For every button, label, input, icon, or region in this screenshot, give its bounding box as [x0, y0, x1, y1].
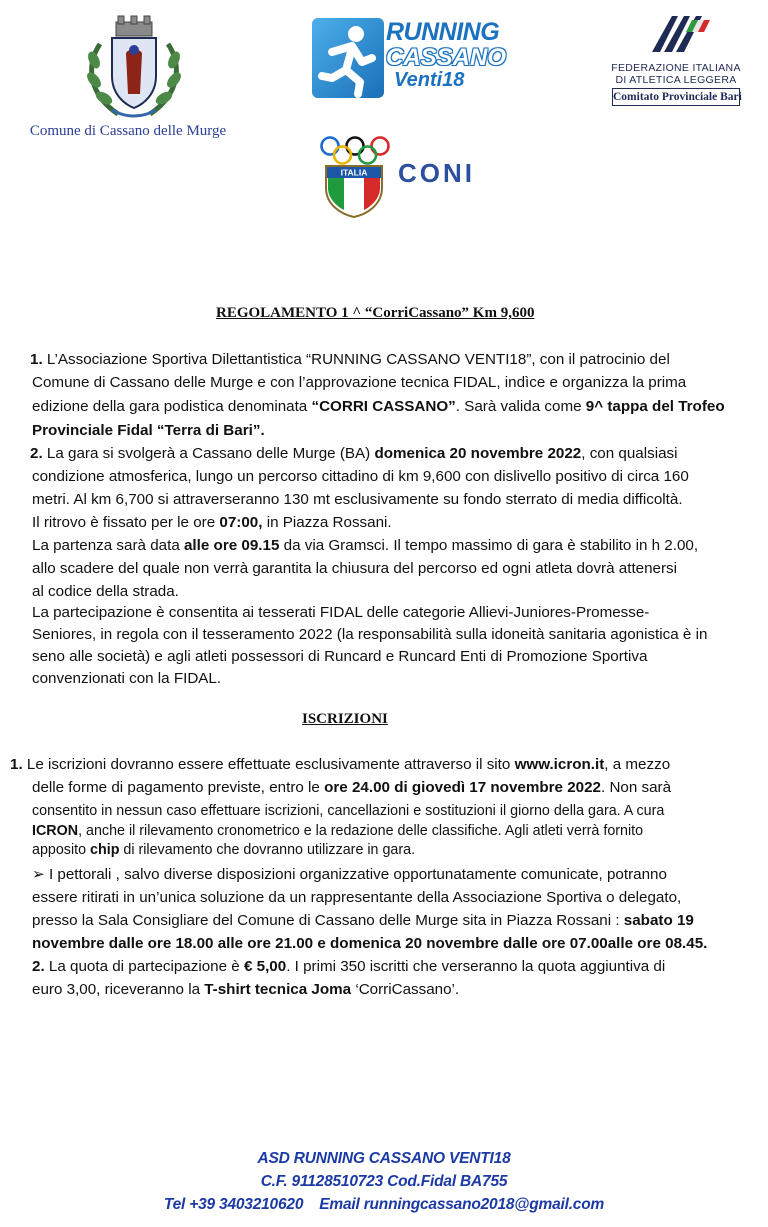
- running-logo-line3: Venti18: [394, 69, 465, 91]
- art2-number: 2.: [30, 445, 43, 462]
- coni-logo: [316, 136, 486, 220]
- iscr2-number: 2.: [32, 958, 45, 975]
- pettorali-line3: presso la Sala Consigliare del Comune di Cassano delle Murge sita in Piazza Rossani : sabato 19: [32, 912, 694, 929]
- art1-number: 1.: [30, 351, 43, 368]
- arrow-bullet-icon: ➢: [32, 866, 45, 883]
- running-logo-line1: RUNNING: [386, 18, 500, 46]
- comune-crest-icon: [82, 14, 186, 120]
- art2-line1: 2. La gara si svolgerà a Cassano delle Murge (BA) domenica 20 novembre 2022, con qualsiasi: [30, 445, 678, 462]
- iscr2-line1: 2. La quota di partecipazione è € 5,00. I primi 350 iscritti che verseranno la quota aggiuntiva di: [32, 958, 666, 975]
- iscr1-line2: delle forme di pagamento previste, entro le ore 24.00 di giovedì 17 novembre 2022. Non sarà: [32, 779, 672, 796]
- icron-site-link[interactable]: www.icron.it: [514, 756, 605, 773]
- iscr2-line2: euro 3,00, riceveranno la T-shirt tecnica Joma ‘CorriCassano’.: [32, 981, 460, 998]
- coni-word: CONI: [398, 158, 475, 188]
- art2-line2: condizione atmosferica, lungo un percorso cittadino di km 9,600 con dislivello positivo di circa 160: [32, 468, 689, 485]
- fidal-logo: [606, 8, 746, 108]
- art1-line3: edizione della gara podistica denominata “CORRI CASSANO”. Sarà valida come 9^ tappa del Trofeo: [32, 398, 725, 415]
- olympic-rings-icon: [318, 136, 392, 166]
- pettorali-line4: novembre dalle ore 18.00 alle ore 21.00 e domenica 20 novembre dalle ore 07.00alle ore 08.45.: [32, 935, 708, 952]
- runner-icon: [312, 18, 384, 98]
- pettorali-line2: essere ritirati in un’unica soluzione da un rappresentante della Associazione Sportiva o delegato,: [32, 889, 682, 906]
- fidal-committee-box: Comitato Provinciale Bari: [612, 88, 740, 106]
- fidal-line2: DI ATLETICA LEGGERA: [615, 74, 737, 86]
- fidal-line1: FEDERAZIONE ITALIANA: [611, 62, 741, 74]
- art2-line8: La partecipazione è consentita ai tesserati FIDAL delle categorie Allievi-Juniores-Promesse-: [32, 604, 650, 621]
- regolamento-title: REGOLAMENTO 1 ^ “CorriCassano” Km 9,600: [216, 305, 535, 321]
- footer-phone: Tel +39 3403210620: [163, 1196, 304, 1213]
- art1-line2: Comune di Cassano delle Murge e con l’approvazione tecnica FIDAL, indìce e organizza la prima: [32, 374, 687, 391]
- running-logo-line2: CASSANO: [386, 44, 507, 71]
- fidal-mark-icon: [646, 10, 710, 54]
- art2-line5: La partenza sarà data alle ore 09.15 da via Gramsci. Il tempo massimo di gara è stabilito in h 2.00,: [32, 537, 699, 554]
- iscr1-line3: consentito in nessun caso effettuare iscrizioni, cancellazioni e sostituzioni il giorno della gara. A cura: [32, 803, 665, 819]
- iscrizioni-title: ISCRIZIONI: [302, 711, 388, 727]
- pettorali-line1: ➢ I pettorali , salvo diverse disposizioni organizzative opportunatamente comunicate, potranno: [32, 866, 667, 883]
- art2-line6: allo scadere del quale non verrà garantita la chiusura del percorso ed ogni atleta dovrà attenersi: [32, 560, 678, 577]
- iscr1-line4: ICRON, anche il rilevamento cronometrico e la redazione delle classifiche. Agli atleti verrà fornito: [32, 823, 644, 839]
- footer-contacts: [0, 1196, 768, 1214]
- art1-line4: Provinciale Fidal “Terra di Bari”.: [32, 422, 265, 439]
- footer-email[interactable]: Email runningcassano2018@gmail.com: [319, 1196, 605, 1213]
- footer-fiscal-code: C.F. 91128510723 Cod.Fidal BA755: [260, 1173, 508, 1190]
- iscr1-number: 1.: [10, 756, 23, 773]
- art2-line4: Il ritrovo è fissato per le ore 07:00, in Piazza Rossani.: [32, 514, 392, 531]
- running-cassano-logo: [304, 14, 512, 98]
- art2-line9: Seniores, in regola con il tesseramento 2022 (la responsabilità sulla idoneità sanitaria agonistica è in: [32, 626, 708, 643]
- comune-caption: Comune di Cassano delle Murge: [29, 123, 227, 139]
- footer-association: ASD RUNNING CASSANO VENTI18: [257, 1150, 511, 1167]
- shield-text: ITALIA: [340, 167, 368, 178]
- art2-line10: seno alle società) e agli atleti possessori di Runcard e Runcard Enti di Promozione Sportiva: [32, 648, 648, 665]
- art2-line11: convenzionati con la FIDAL.: [32, 670, 222, 687]
- art2-line7: al codice della strada.: [32, 583, 179, 600]
- iscr1-line5: apposito chip di rilevamento che dovranno utilizzare in gara.: [32, 842, 416, 858]
- art1-line1: 1. L’Associazione Sportiva Dilettantistica “RUNNING CASSANO VENTI18”, con il patrocinio del: [30, 351, 670, 368]
- comune-logo: [18, 10, 238, 140]
- iscr1-line1: 1. Le iscrizioni dovranno essere effettuate esclusivamente attraverso il sito www.icron.it, a mezzo: [10, 756, 671, 773]
- art2-line3: metri. Al km 6,700 si attraverseranno 130 mt esclusivamente su fondo sterrato di media difficoltà.: [32, 491, 683, 508]
- italia-shield-icon: [322, 164, 386, 218]
